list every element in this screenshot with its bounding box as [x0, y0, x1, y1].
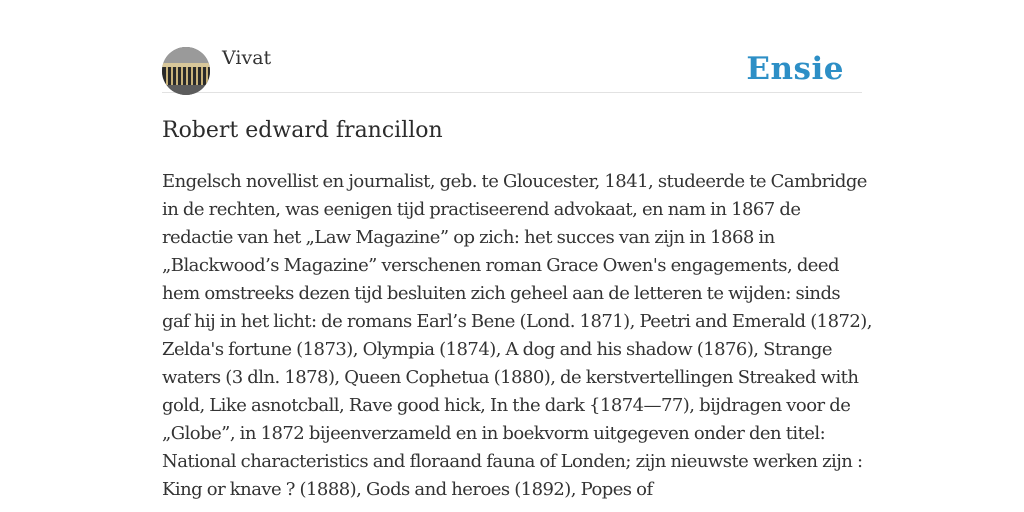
source-avatar[interactable]	[162, 47, 210, 95]
article-title: Robert edward francillon	[162, 118, 443, 143]
book-spines-icon	[162, 47, 210, 95]
header	[162, 46, 862, 93]
source-name[interactable]: Vivat	[222, 47, 272, 69]
brand-logo[interactable]: Ensie	[746, 51, 844, 87]
article-body: Engelsch novellist en journalist, geb. te Gloucester, 1841, studeerde te Cambridge in de rechten, was eenigen tijd practiseerend advokaat, en nam in 1867 de redactie van het „Law Magazine” op zich: het succes van zijn in 1868 in „Blackwood’s Magazine” verschenen roman Grace Owen's engagements, deed hem omstreeks dezen tijd besluiten zich geheel aan de letteren te wijden: sinds gaf hij in het licht: de romans Earl’s Bene (Lond. 1871), Peetri and Emerald (1872), Zelda's fortune (1873), Olympia (1874), A dog and his shadow (1876), Strange waters (3 dln. 1878), Queen Cophetua (1880), de kerstvertellingen Streaked with gold, Like asnotcball, Rave good hick, In the dark {1874—77), bijdragen voor de „Globe”, in 1872 bijeenverzameld en in boekvorm uitgegeven onder den titel: National characteristics and floraand fauna of Londen; zijn nieuwste werken zijn : King or knave ? (1888), Gods and heroes (1892), Popes of	[162, 171, 872, 500]
